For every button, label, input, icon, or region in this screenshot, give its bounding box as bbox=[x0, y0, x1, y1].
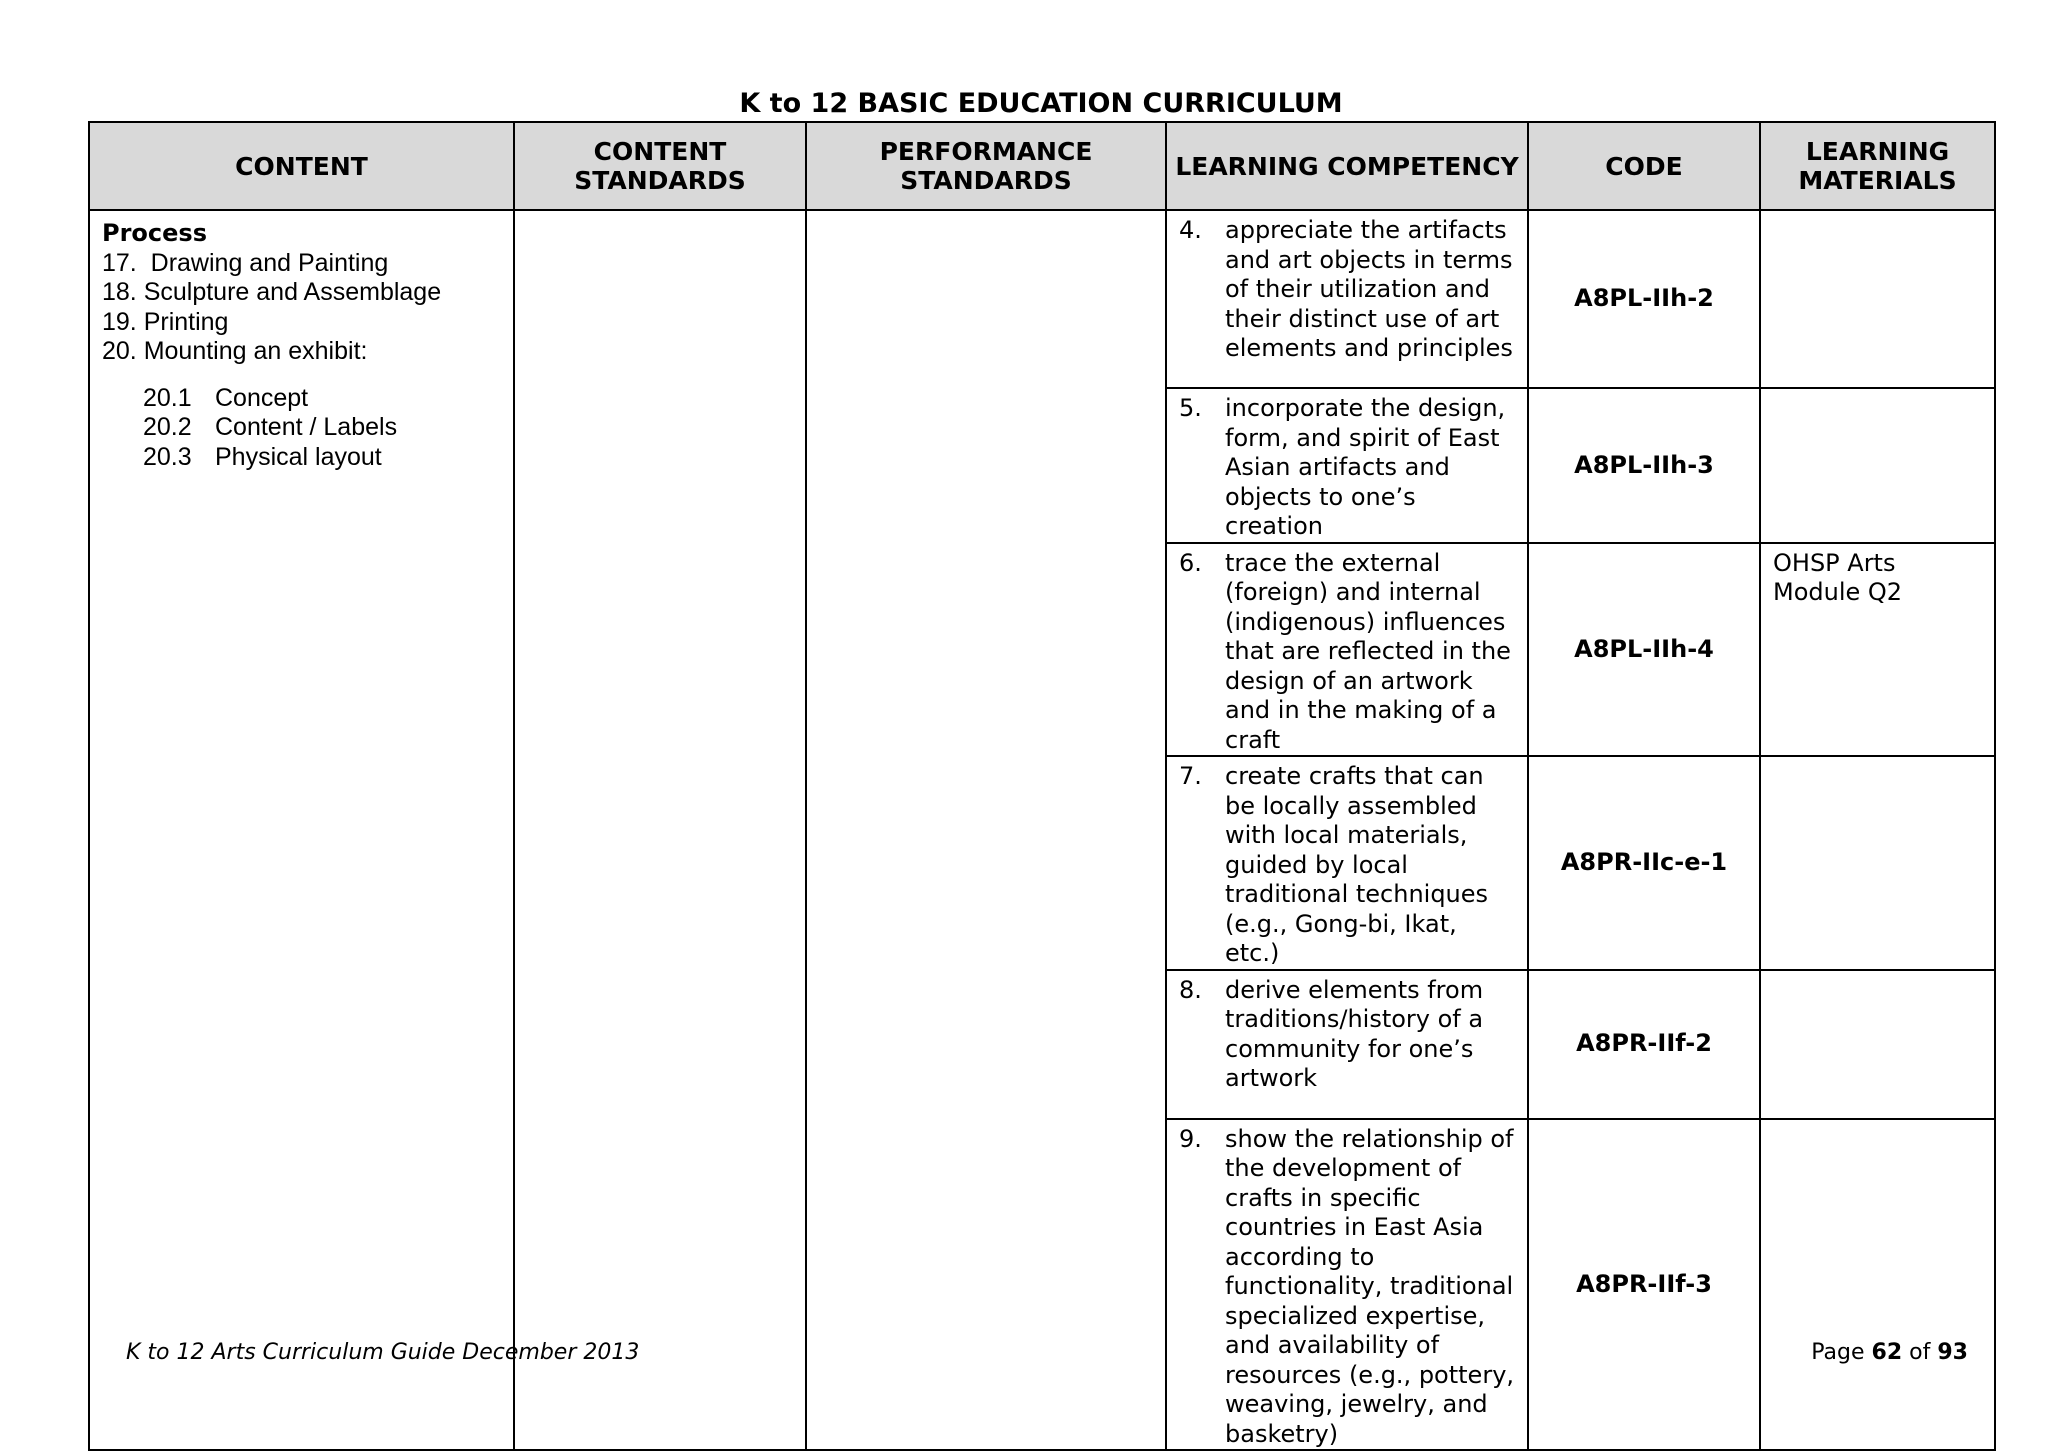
header-learning-materials-line2: MATERIALS bbox=[1798, 166, 1957, 195]
content-subitem bbox=[143, 443, 501, 473]
competency-text: incorporate the design, form, and spirit of East Asian artifacts and objects to one’s creation bbox=[1225, 394, 1506, 540]
materials-cell bbox=[1760, 756, 1995, 970]
competency-cell bbox=[1166, 1119, 1528, 1451]
header-content-label: CONTENT bbox=[235, 151, 368, 181]
code-cell: A8PR-IIc-e-1 bbox=[1528, 756, 1760, 970]
competency-cell bbox=[1166, 210, 1528, 388]
competency-text: appreciate the artifacts and art objects in terms of their utilization and their distinct use of art elements and principles bbox=[1225, 216, 1513, 362]
page-prefix: Page bbox=[1811, 1340, 1865, 1365]
competency-cell bbox=[1166, 543, 1528, 757]
header-learning-competency bbox=[1166, 122, 1528, 210]
subitem-number: 20.2 bbox=[143, 413, 192, 441]
page-of: of bbox=[1909, 1340, 1931, 1365]
content-subitems bbox=[102, 384, 501, 473]
header-learning-materials bbox=[1760, 122, 1995, 210]
current-page: 62 bbox=[1871, 1340, 1903, 1365]
competency-cell bbox=[1166, 388, 1528, 543]
code-cell: A8PR-IIf-3 bbox=[1528, 1119, 1760, 1451]
performance-standards-cell bbox=[806, 210, 1166, 1450]
materials-cell bbox=[1760, 210, 1995, 388]
competency-text: create crafts that can be locally assembled with local materials, guided by local traditional techniques (e.g., Gong-bi, Ikat, etc.) bbox=[1225, 762, 1489, 967]
competency-number: 6. bbox=[1179, 548, 1202, 577]
competency-cell bbox=[1166, 756, 1528, 970]
content-item: 20. Mounting an exhibit: bbox=[102, 337, 368, 365]
header-code bbox=[1528, 122, 1760, 210]
footer-page-number bbox=[1811, 1340, 1968, 1365]
subitem-label: Physical layout bbox=[215, 442, 382, 471]
competency-number: 8. bbox=[1179, 975, 1202, 1004]
curriculum-table bbox=[88, 121, 1996, 1451]
header-learning-materials-line1: LEARNING bbox=[1805, 137, 1950, 166]
header-performance-standards bbox=[806, 122, 1166, 210]
code-cell: A8PR-IIf-2 bbox=[1528, 970, 1760, 1119]
content-cell bbox=[89, 210, 514, 1450]
header-row bbox=[89, 122, 1995, 210]
header-content-standards-line2: STANDARDS bbox=[574, 166, 746, 195]
header-performance-standards-line1: PERFORMANCE bbox=[879, 137, 1093, 166]
competency-cell bbox=[1166, 970, 1528, 1119]
header-content bbox=[89, 122, 514, 210]
materials-cell: OHSP Arts Module Q2 bbox=[1760, 543, 1995, 757]
subitem-number: 20.3 bbox=[143, 442, 192, 471]
header-content-standards-line1: CONTENT bbox=[593, 137, 727, 166]
page-title: K to 12 BASIC EDUCATION CURRICULUM bbox=[739, 88, 1343, 119]
materials-cell bbox=[1760, 970, 1995, 1119]
materials-cell bbox=[1760, 1119, 1995, 1451]
materials-cell bbox=[1760, 388, 1995, 543]
content-standards-cell bbox=[514, 210, 806, 1450]
competency-number: 5. bbox=[1179, 394, 1202, 422]
competency-text: derive elements from traditions/history of a community for one’s artwork bbox=[1225, 975, 1484, 1092]
code-cell: A8PL-IIh-4 bbox=[1528, 543, 1760, 757]
content-subitem bbox=[143, 413, 501, 443]
content-item: 17. Drawing and Painting bbox=[102, 248, 389, 277]
competency-number: 9. bbox=[1179, 1124, 1202, 1153]
content-items bbox=[102, 249, 501, 367]
header-content-standards bbox=[514, 122, 806, 210]
content-subitem bbox=[143, 384, 501, 414]
content-item: 19. Printing bbox=[102, 307, 229, 336]
code-cell: A8PL-IIh-3 bbox=[1528, 388, 1760, 543]
competency-number: 7. bbox=[1179, 762, 1202, 790]
competency-number: 4. bbox=[1179, 216, 1202, 244]
competency-text: trace the external (foreign) and internal (indigenous) influences that are reflected in the design of an artwork and in the making of a craft bbox=[1225, 548, 1511, 754]
subitem-label: Concept bbox=[215, 383, 309, 412]
subitem-number: 20.1 bbox=[143, 383, 192, 412]
table-row bbox=[89, 210, 1995, 388]
header-learning-competency-label: LEARNING COMPETENCY bbox=[1175, 151, 1519, 181]
header-code-label: CODE bbox=[1605, 151, 1683, 181]
subitem-label: Content / Labels bbox=[215, 413, 398, 441]
content-item: 18. Sculpture and Assemblage bbox=[102, 278, 442, 306]
competency-text: show the relationship of the development of crafts in specific countries in East Asia according to functionality, traditional specialized expertise, and availability of resources (e.g., pottery, weaving, jewelry, and basketry) bbox=[1225, 1124, 1515, 1448]
total-pages: 93 bbox=[1937, 1340, 1968, 1365]
content-heading: Process bbox=[102, 219, 207, 247]
code-cell: A8PL-IIh-2 bbox=[1528, 210, 1760, 388]
footer-guide-title: K to 12 Arts Curriculum Guide December 2013 bbox=[126, 1340, 640, 1365]
header-performance-standards-line2: STANDARDS bbox=[900, 166, 1072, 195]
